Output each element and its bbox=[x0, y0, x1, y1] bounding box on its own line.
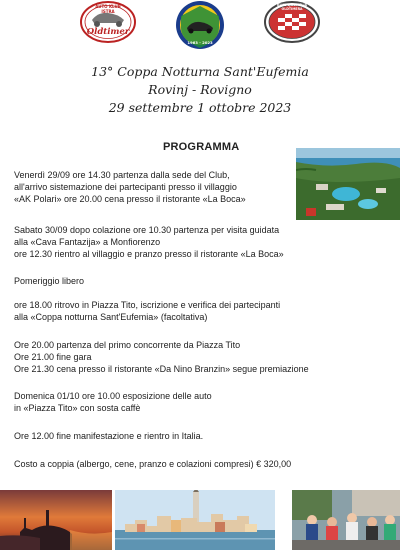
program-line: Ore 12.00 fine manifestazione e rientro in Italia. bbox=[14, 431, 204, 441]
sunset-town-photo bbox=[0, 490, 112, 550]
logo-left-text-script: Oldtimer bbox=[86, 27, 130, 37]
crowd-cars-photo bbox=[292, 490, 400, 550]
logo-middle-text-bottom: 1963 - 2023 bbox=[187, 40, 213, 45]
program-line: Costo a coppia (albergo, cene, pranzo e colazioni compresi) € 320,00 bbox=[14, 459, 292, 469]
program-line: «AK Polari» ore 20.00 cena presso il ristorante «La Boca» bbox=[14, 194, 246, 204]
rovinj-waterfront-photo bbox=[115, 490, 275, 550]
program-line: ore 12.30 rientro al villaggio e pranzo presso il ristorante «La Boca» bbox=[14, 249, 284, 259]
logo-left-text-top: AUTO KLUB ISTRA bbox=[95, 4, 121, 14]
event-location: Rovinj - Rovigno bbox=[148, 82, 252, 97]
logo-auto-klub-istra bbox=[80, 0, 136, 44]
program-line: ore 18.00 ritrovo in Piazza Tito, iscrizione e verifica dei partecipanti bbox=[14, 300, 281, 310]
logo-right-text-top: KLUB LJUBITELJA OLDTIMERA bbox=[277, 3, 307, 11]
program-line: in «Piazza Tito» con sosta caffè bbox=[14, 403, 141, 413]
program-line: Domenica 01/10 ore 10.00 esposizione delle auto bbox=[14, 391, 212, 401]
program-line: alla «Cava Fantazija» a Monfiorenzo bbox=[14, 237, 161, 247]
program-line: Venerdì 29/09 ore 14.30 partenza dalla sede del Club, bbox=[14, 170, 230, 180]
event-title: 13° Coppa Notturna Sant'Eufemia bbox=[91, 64, 309, 79]
logo-klub-ljubitelja bbox=[264, 0, 320, 44]
program-line: alla «Coppa notturna Sant'Eufemia» (facoltativa) bbox=[14, 312, 208, 322]
program-line: Ore 21.30 cena presso il ristorante «Da Nino Branzin» segue premiazione bbox=[14, 364, 309, 374]
event-dates: 29 settembre 1 ottobre 2023 bbox=[108, 100, 292, 115]
program-line: Pomeriggio libero bbox=[14, 276, 85, 286]
logo-anniversary bbox=[173, 0, 227, 50]
program-line: Ore 21.00 fine gara bbox=[14, 352, 92, 362]
resort-aerial-photo bbox=[296, 148, 400, 220]
program-line: Sabato 30/09 dopo colazione ore 10.30 partenza per visita guidata bbox=[14, 225, 280, 235]
program-line: all'arrivo sistemazione dei partecipanti presso il villaggio bbox=[14, 182, 237, 192]
programma-heading: PROGRAMMA bbox=[163, 141, 240, 153]
program-line: Ore 20.00 partenza del primo concorrente da Piazza Tito bbox=[14, 340, 241, 350]
